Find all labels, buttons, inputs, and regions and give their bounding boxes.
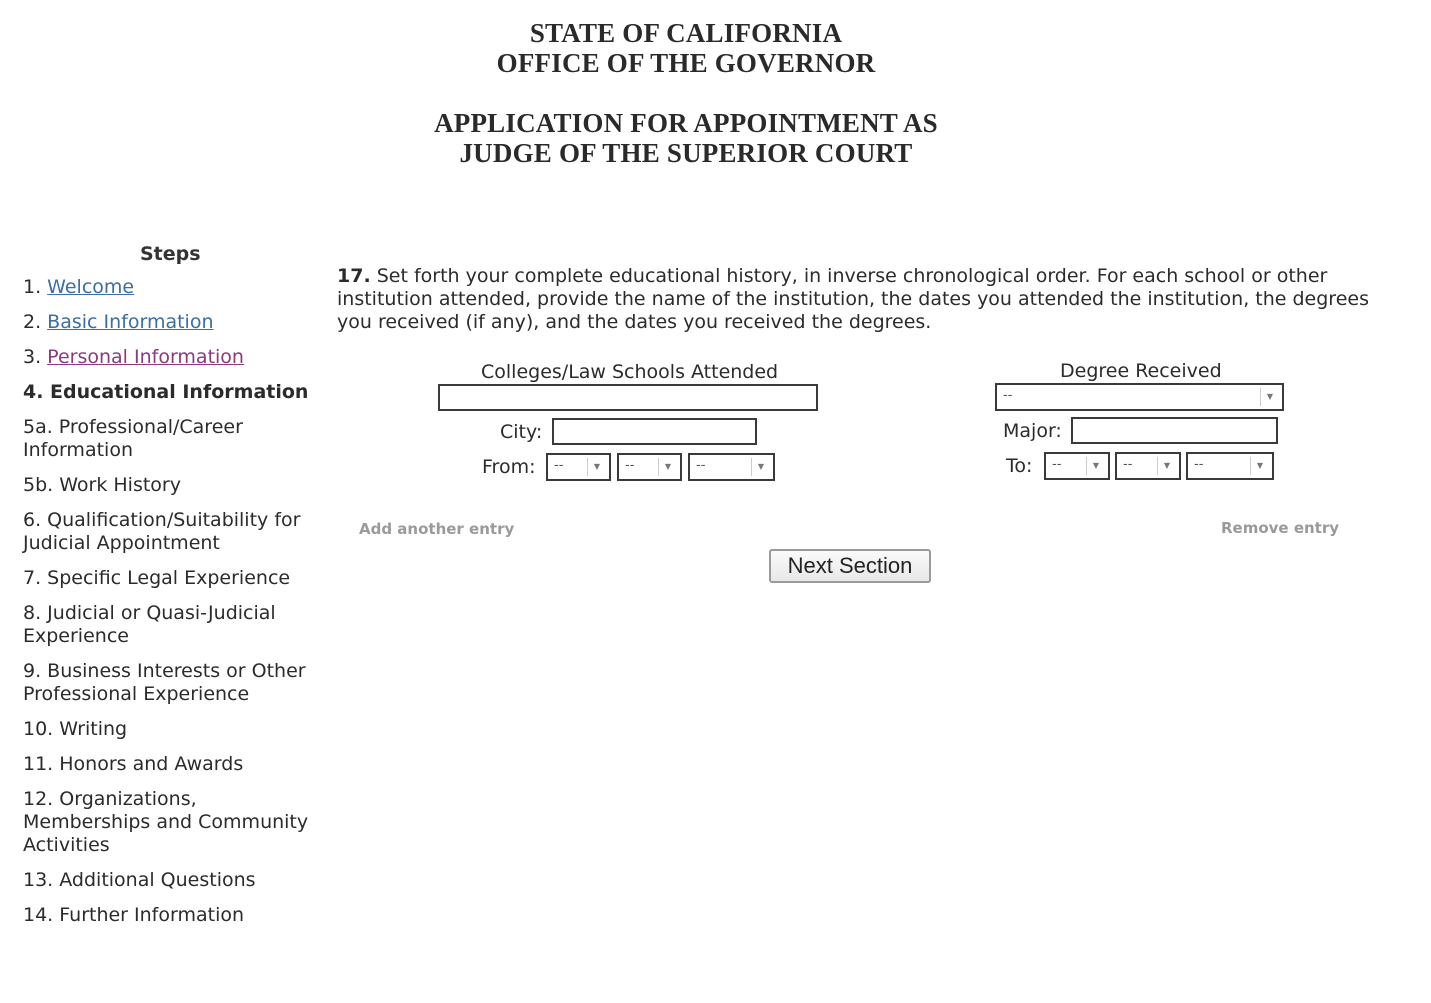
step-link[interactable]: Basic Information — [47, 311, 214, 333]
major-label: Major: — [1003, 420, 1062, 442]
step-item — [23, 788, 323, 857]
step-item — [23, 509, 323, 555]
add-entry-link[interactable]: Add another entry — [359, 520, 515, 538]
to-year-select[interactable] — [1186, 452, 1274, 480]
step-label: 12. Organizations, Memberships and Community Activities — [23, 788, 309, 856]
major-input[interactable] — [1071, 417, 1278, 444]
step-label: 11. Honors and Awards — [23, 753, 244, 775]
from-month-value: -- — [554, 458, 564, 473]
step-number: 3. — [23, 346, 48, 368]
step-label: 13. Additional Questions — [23, 869, 256, 891]
step-label: 14. Further Information — [23, 904, 245, 926]
to-label: To: — [1006, 455, 1033, 477]
to-month-value: -- — [1052, 457, 1062, 472]
header-line-state: STATE OF CALIFORNIA — [529, 18, 843, 48]
question-text: Set forth your complete educational history, in inverse chronological order. For each school or other institution attended, provide the name of the institution, the dates you attended the institution, the degrees you received (if any), and the dates you received the degrees. — [337, 265, 1369, 333]
degree-received-label: Degree Received — [1060, 360, 1222, 382]
step-label: 5a. Professional/Career Information — [23, 416, 243, 461]
from-year-select[interactable] — [688, 453, 775, 481]
step-item — [23, 416, 323, 462]
step-label: 9. Business Interests or Other Professional Experience — [23, 660, 306, 705]
schools-attended-label: Colleges/Law Schools Attended — [481, 361, 779, 383]
chevron-down-icon: ▼ — [1260, 388, 1279, 406]
to-day-value: -- — [1123, 457, 1133, 472]
chevron-down-icon: ▼ — [1250, 457, 1269, 475]
step-link[interactable]: Personal Information — [47, 346, 244, 368]
remove-entry-link[interactable]: Remove entry — [1221, 519, 1340, 537]
chevron-down-icon: ▼ — [751, 458, 770, 476]
to-year-value: -- — [1194, 457, 1204, 472]
step-item[interactable] — [23, 346, 323, 369]
step-item — [23, 567, 323, 590]
header-line-court: JUDGE OF THE SUPERIOR COURT — [459, 138, 913, 168]
step-link[interactable]: Welcome — [47, 276, 135, 298]
step-item — [23, 602, 323, 648]
step-item — [23, 381, 323, 404]
step-item — [23, 869, 323, 892]
chevron-down-icon: ▼ — [658, 458, 677, 476]
step-item[interactable] — [23, 311, 323, 334]
step-number: 1. — [23, 276, 48, 298]
step-label: 10. Writing — [23, 718, 128, 740]
step-item — [23, 904, 323, 927]
step-label: 7. Specific Legal Experience — [23, 567, 291, 589]
step-item — [23, 753, 323, 776]
step-label: 8. Judicial or Quasi-Judicial Experience — [23, 602, 276, 647]
from-day-select[interactable] — [617, 453, 682, 481]
step-item — [23, 718, 323, 741]
chevron-down-icon: ▼ — [1157, 457, 1176, 475]
step-label: 4. Educational Information — [23, 381, 309, 403]
city-label: City: — [500, 421, 543, 443]
from-month-select[interactable] — [546, 453, 611, 481]
degree-value: -- — [1003, 388, 1013, 403]
header-line-office: OFFICE OF THE GOVERNOR — [496, 48, 876, 78]
question-number: 17. — [337, 265, 371, 287]
chevron-down-icon: ▼ — [587, 458, 606, 476]
from-day-value: -- — [625, 458, 635, 473]
step-number: 2. — [23, 311, 48, 333]
header-state-office — [0, 18, 1372, 78]
step-item[interactable] — [23, 276, 323, 299]
header-application-title — [0, 108, 1372, 168]
step-item — [23, 474, 323, 497]
from-label: From: — [482, 456, 536, 478]
to-month-select[interactable] — [1044, 452, 1110, 480]
step-item — [23, 660, 323, 706]
from-year-value: -- — [696, 458, 706, 473]
chevron-down-icon: ▼ — [1086, 457, 1105, 475]
question-17 — [337, 265, 1377, 334]
city-input[interactable] — [552, 418, 757, 445]
school-name-input[interactable] — [438, 384, 818, 411]
to-day-select[interactable] — [1115, 452, 1181, 480]
next-section-button[interactable]: Next Section — [769, 549, 931, 583]
step-label: 6. Qualification/Suitability for Judicial Appointment — [23, 509, 301, 554]
header-line-application: APPLICATION FOR APPOINTMENT AS — [434, 108, 938, 138]
step-label: 5b. Work History — [23, 474, 181, 496]
degree-select[interactable] — [995, 383, 1284, 411]
steps-nav — [23, 276, 323, 939]
steps-title: Steps — [140, 243, 201, 265]
